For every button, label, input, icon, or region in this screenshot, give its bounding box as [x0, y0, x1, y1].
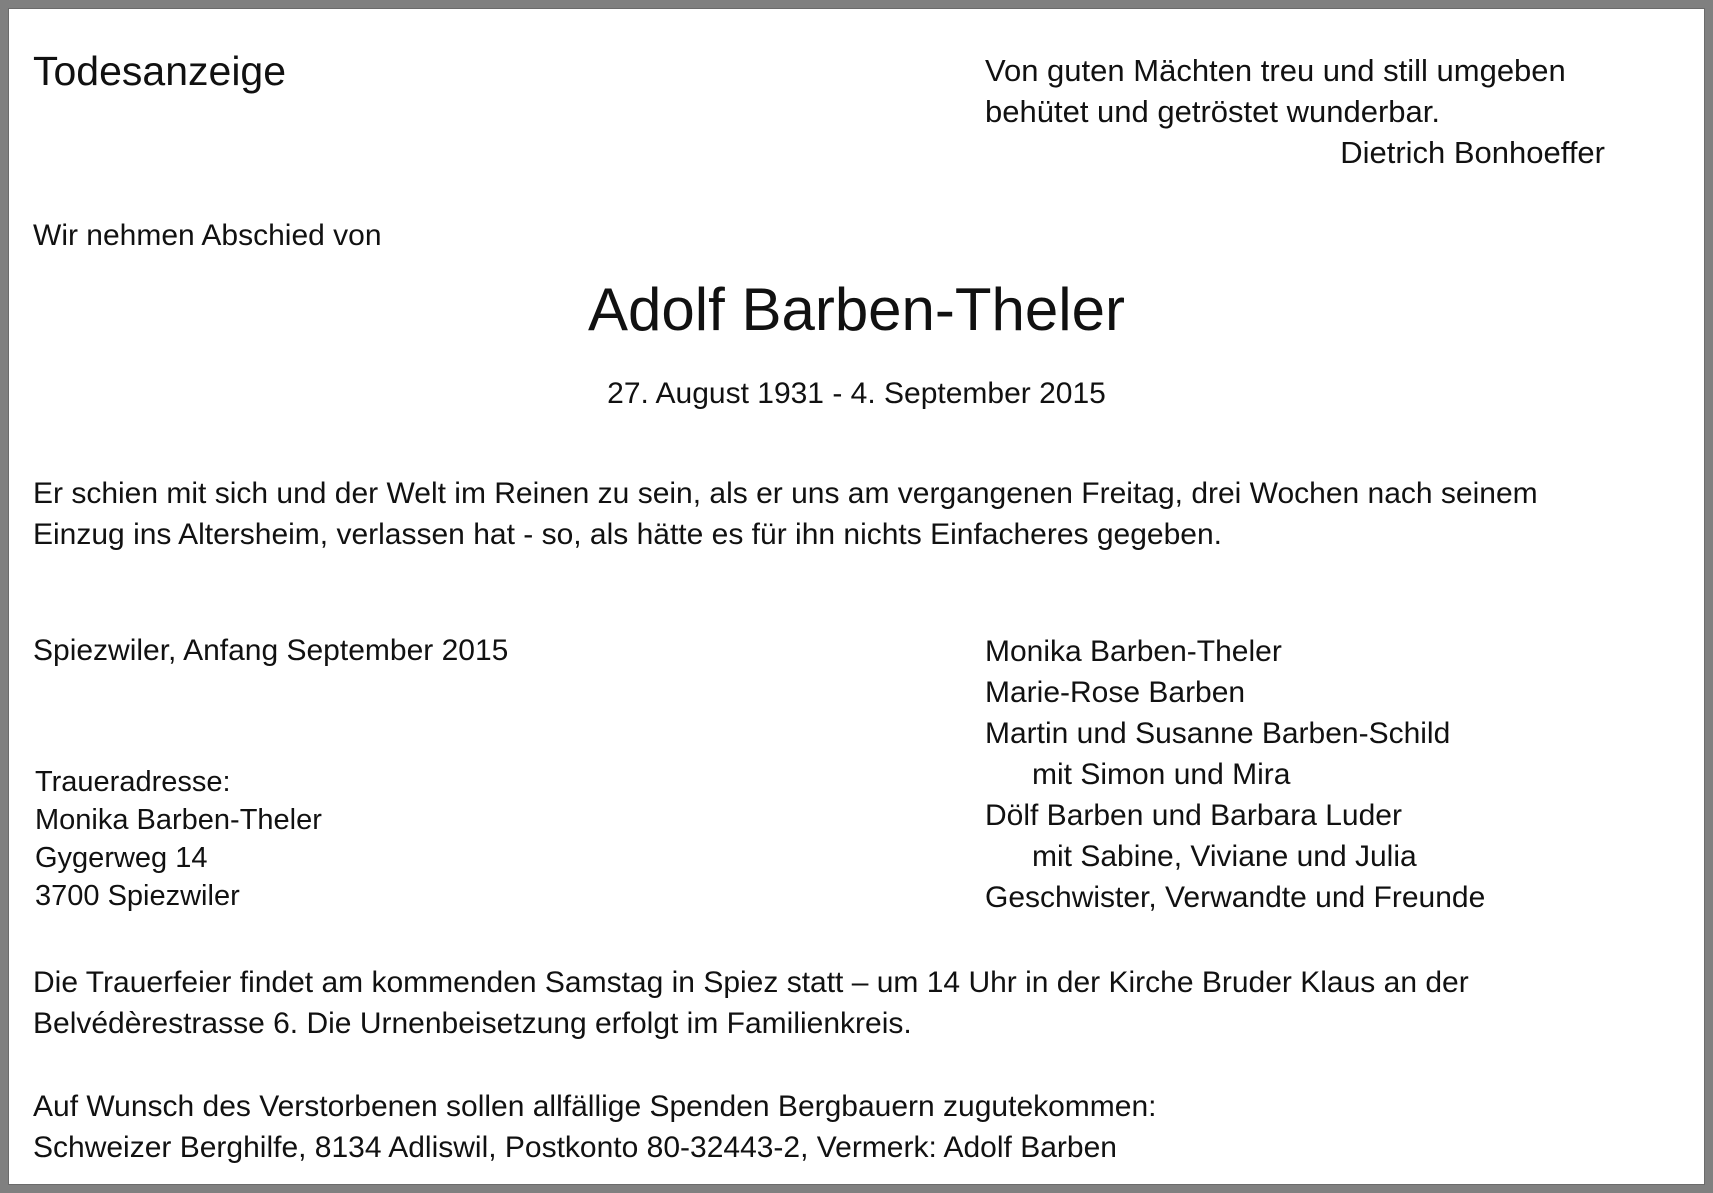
obituary-page: [8, 8, 1705, 1185]
mourners-list: [985, 631, 1485, 918]
mourner-item: Martin und Susanne Barben-Schild: [985, 717, 1451, 750]
address-name: Monika Barben-Theler: [35, 804, 322, 836]
mourner-item: Monika Barben-Theler: [985, 635, 1282, 668]
epigraph-quote: [985, 50, 1605, 173]
quote-line-1: Von guten Mächten treu und still umgeben: [985, 53, 1566, 88]
mourner-item: Marie-Rose Barben: [985, 676, 1246, 709]
ceremony-line-2: Belvédèrestrasse 6. Die Urnenbeisetzung erfolgt im Familienkreis.: [33, 1007, 912, 1040]
quote-author: Dietrich Bonhoeffer: [1340, 135, 1605, 170]
quote-line-2: behütet und getröstet wunderbar.: [985, 94, 1440, 129]
farewell-intro: Wir nehmen Abschied von: [33, 219, 382, 252]
mourner-item: Geschwister, Verwandte und Freunde: [985, 881, 1486, 914]
message-line-1: Er schien mit sich und der Welt im Reinen zu sein, als er uns am vergangenen Freitag, drei Wochen nach seinem: [33, 477, 1538, 510]
life-dates: 27. August 1931 - 4. September 2015: [607, 377, 1106, 410]
donation-line-2: Schweizer Berghilfe, 8134 Adliswil, Postkonto 80-32443-2, Vermerk: Adolf Barben: [33, 1131, 1117, 1164]
mourner-item: mit Sabine, Viviane und Julia: [1032, 840, 1417, 873]
place-and-date: Spiezwiler, Anfang September 2015: [33, 634, 509, 667]
page-title: Todesanzeige: [33, 48, 287, 94]
mourning-address: [35, 763, 322, 915]
donation-line-1: Auf Wunsch des Verstorbenen sollen allfällige Spenden Bergbauern zugutekommen:: [33, 1090, 1157, 1123]
ceremony-line-1: Die Trauerfeier findet am kommenden Samstag in Spiez statt – um 14 Uhr in der Kirche Bruder Klaus an der: [33, 966, 1469, 999]
donation-paragraph: [33, 1086, 1693, 1168]
mourner-item: Dölf Barben und Barbara Luder: [985, 799, 1402, 832]
address-label: Traueradresse:: [35, 766, 231, 798]
mourner-item: mit Simon und Mira: [1032, 758, 1291, 791]
address-street: Gygerweg 14: [35, 842, 208, 874]
deceased-name: Adolf Barben-Theler: [588, 276, 1125, 343]
message-line-2: Einzug ins Altersheim, verlassen hat - so, als hätte es für ihn nichts Einfacheres gegeben.: [33, 518, 1222, 551]
address-city: 3700 Spiezwiler: [35, 880, 240, 912]
ceremony-paragraph: [33, 962, 1693, 1044]
message-paragraph: [33, 473, 1693, 555]
